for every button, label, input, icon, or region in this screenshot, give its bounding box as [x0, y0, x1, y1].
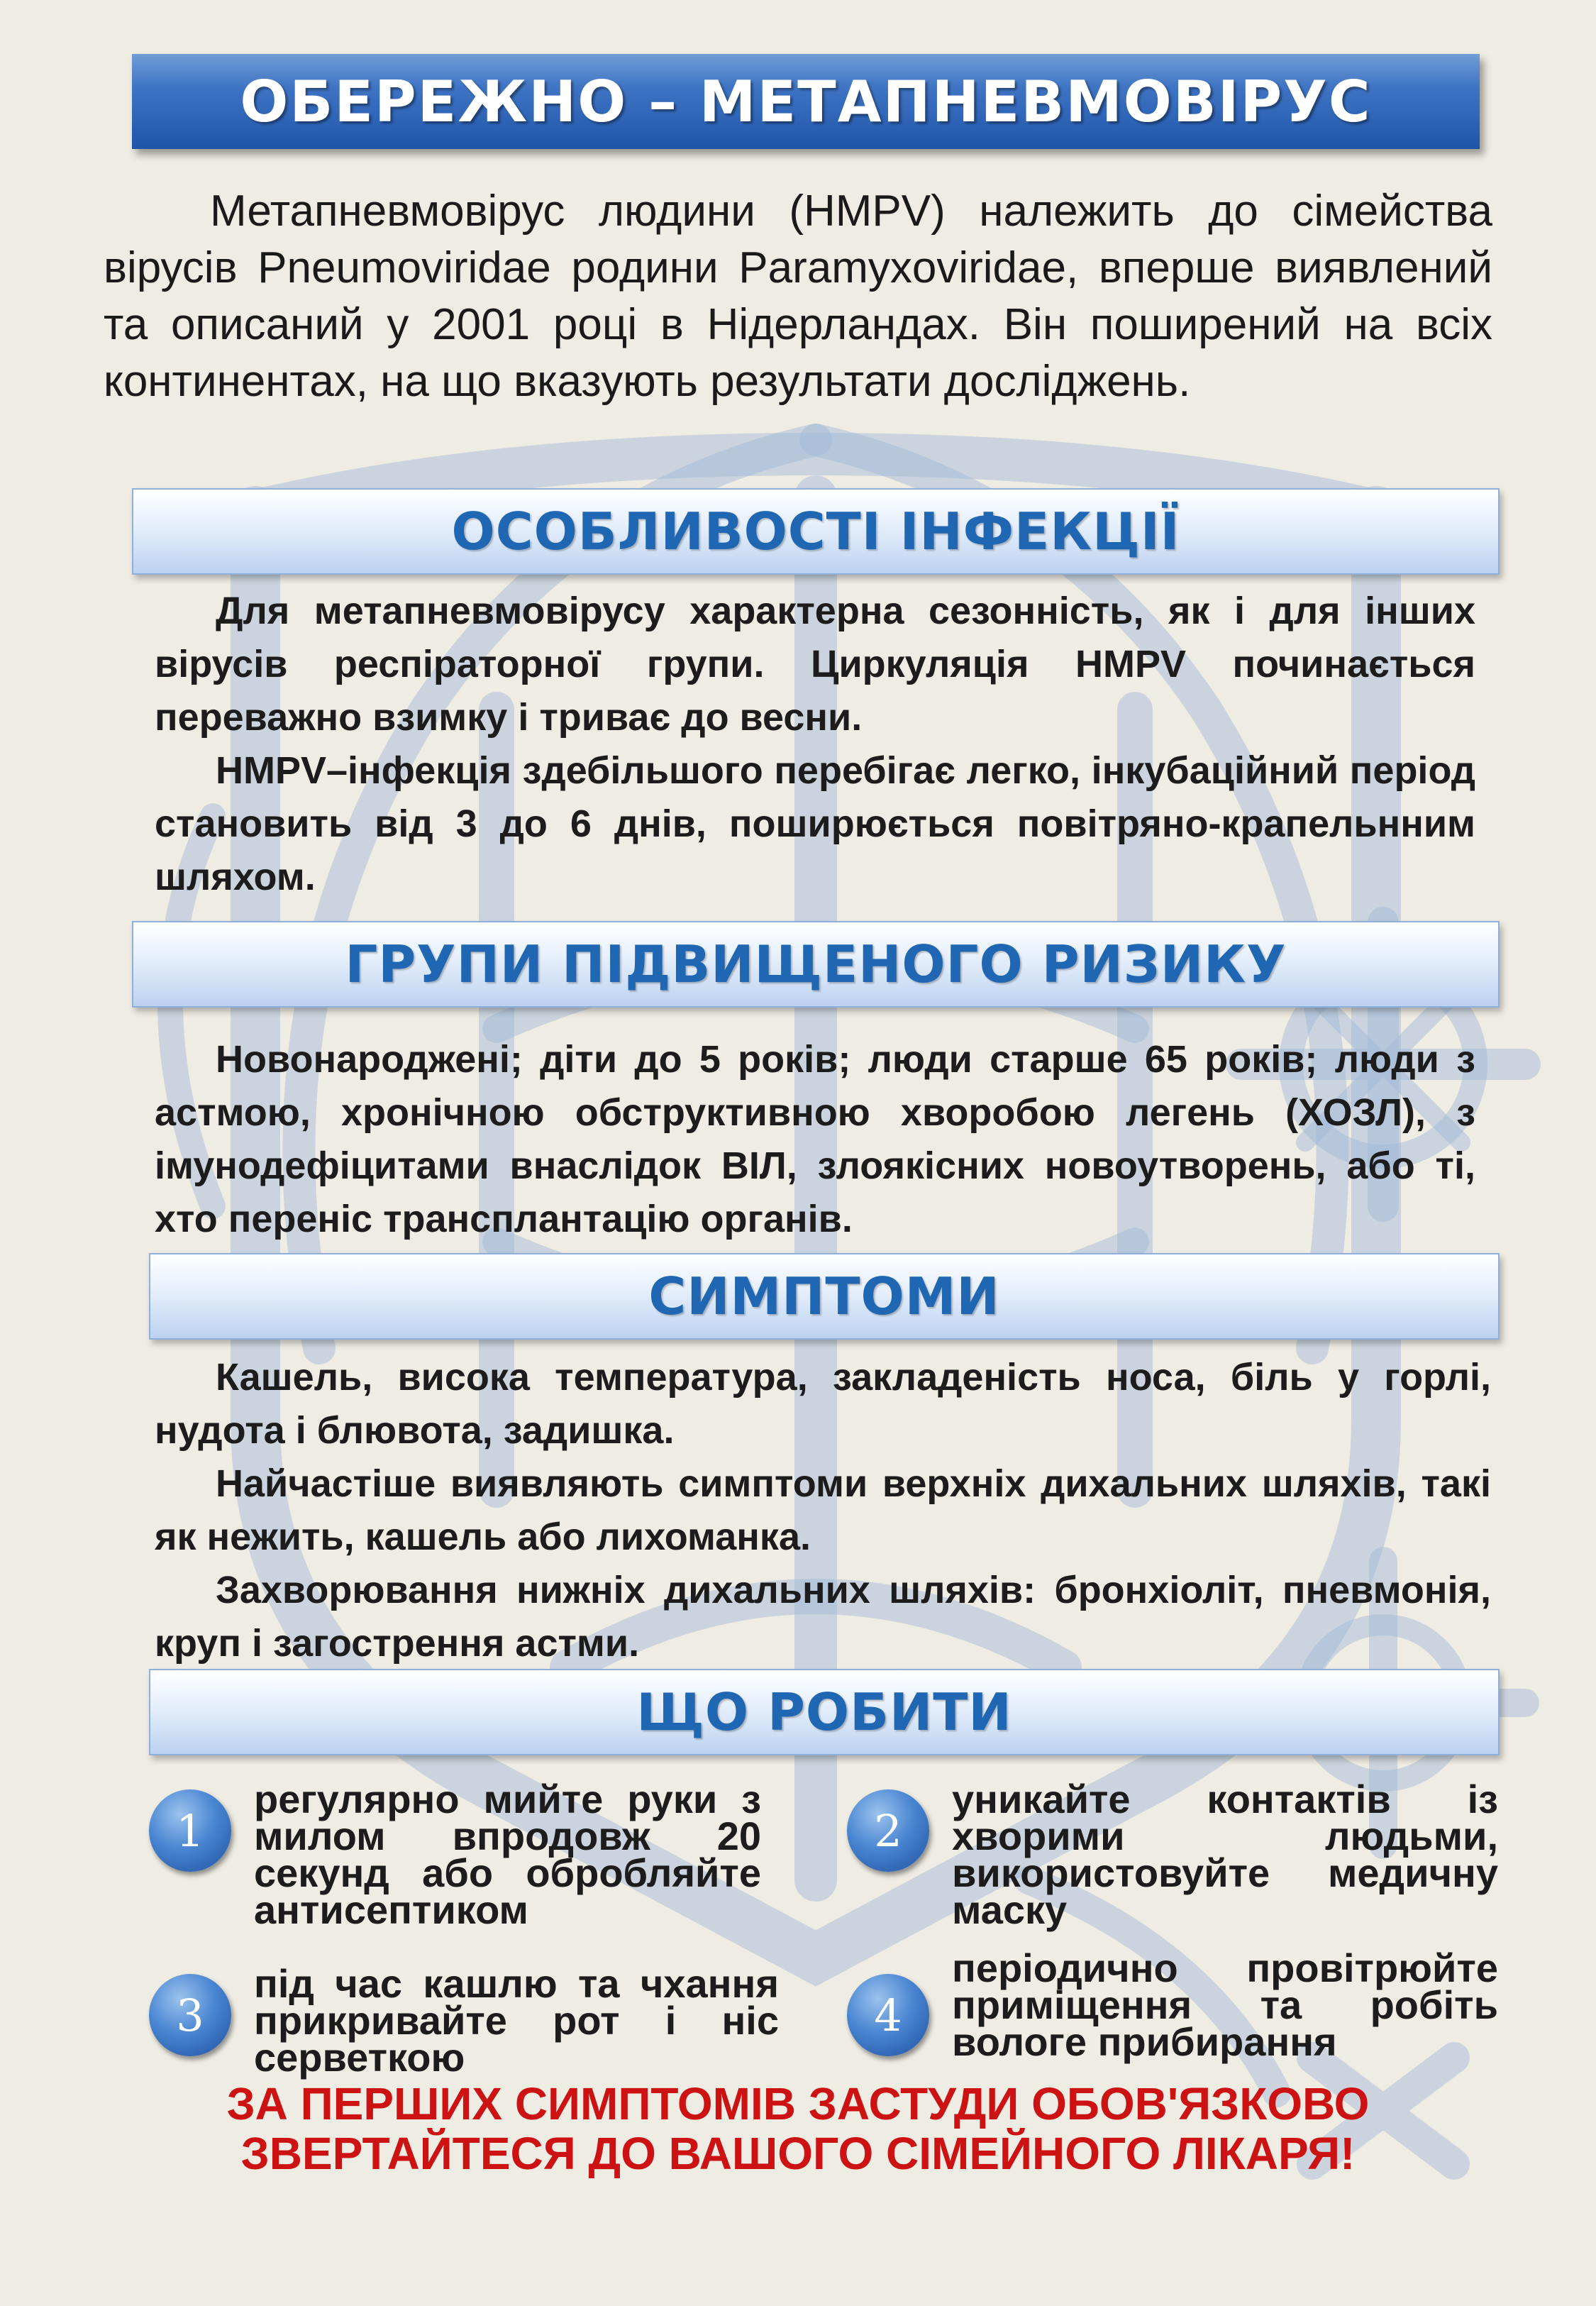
section-body-risk-groups — [155, 1033, 1475, 1246]
step-2 — [847, 1777, 1498, 1932]
section-body-symptoms — [155, 1351, 1491, 1670]
features-paragraph: HMPV–інфекція здебільшого перебігає легко, інкубаційний період становить від 3 до 6 днів, поширюється повітряно-крапельнним шляхом. — [155, 749, 1475, 898]
section-banner-features — [132, 488, 1500, 575]
section-heading-features: ОСОБЛИВОСТІ ІНФЕКЦІЇ — [451, 502, 1180, 561]
step-number-1-icon: 1 — [149, 1789, 231, 1872]
step-3 — [149, 1961, 779, 2080]
page-title: ОБЕРЕЖНО – МЕТАПНЕВМОВІРУС — [240, 68, 1372, 135]
title-banner — [132, 54, 1480, 149]
intro-paragraph: Метапневмовірус людини (HMPV) належить до сімейства вірусів Pneumoviridae родини Paramyxoviridae, вперше виявлений та описаний у 2001 році в Нідерландах. Він поширений на всіх континентах, на що вказують результати досліджень. — [104, 187, 1492, 406]
step-number-2-icon: 2 — [847, 1789, 929, 1872]
step-text-4: періодично провітрюйте приміщення та робіть вологе прибирання — [952, 1946, 1498, 2064]
section-heading-symptoms: СИМПТОМИ — [648, 1267, 1000, 1326]
symptoms-paragraph: Найчастіше виявляють симптоми верхніх дихальних шляхів, такі як нежить, кашель або лихоманка. — [155, 1462, 1491, 1558]
features-paragraph: Для метапневмовірусу характерна сезонність, як і для інших вірусів респіраторної групи. Циркуляція HMPV починається переважно взимку і триває до весни. — [155, 590, 1475, 739]
section-banner-symptoms — [149, 1253, 1500, 1340]
step-number-3-icon: 3 — [149, 1974, 231, 2056]
warning-line-1: ЗА ПЕРШИХ СИМПТОМІВ ЗАСТУДИ ОБОВ'ЯЗКОВО — [226, 2078, 1370, 2129]
section-heading-what-to-do: ЩО РОБИТИ — [636, 1682, 1012, 1742]
section-banner-risk-groups — [132, 921, 1500, 1008]
step-4 — [847, 1946, 1498, 2064]
step-text-2: уникайте контактів із хворими людьми, використовуйте медичну маску — [952, 1777, 1498, 1932]
symptoms-paragraph: Кашель, висока температура, закладеність носа, біль у горлі, нудота і блювота, задишка. — [155, 1356, 1491, 1452]
section-body-features — [155, 585, 1475, 904]
risk-paragraph: Новонароджені; діти до 5 років; люди старше 65 років; люди з астмою, хронічною обструктивною хворобою легень (ХОЗЛ), з імунодефіцитами внаслідок ВІЛ, злоякісних новоутворень, або ті, хто переніс трансплантацію органів. — [155, 1038, 1475, 1240]
section-banner-what-to-do — [149, 1669, 1500, 1755]
step-1 — [149, 1777, 761, 1932]
step-text-3: під час кашлю та чхання прикривайте рот і ніс серветкою — [254, 1961, 779, 2080]
warning-line-2: ЗВЕРТАЙТЕСЯ ДО ВАШОГО СІМЕЙНОГО ЛІКАРЯ! — [240, 2128, 1356, 2179]
section-heading-risk-groups: ГРУПИ ПІДВИЩЕНОГО РИЗИКУ — [345, 934, 1287, 994]
symptoms-paragraph: Захворювання нижніх дихальних шляхів: бронхіоліт, пневмонія, круп і загострення астми. — [155, 1569, 1491, 1665]
step-number-4-icon: 4 — [847, 1974, 929, 2056]
doctor-warning — [106, 2079, 1490, 2178]
step-text-1: регулярно мийте руки з милом впродовж 20 секунд або обробляйте антисептиком — [254, 1777, 761, 1932]
